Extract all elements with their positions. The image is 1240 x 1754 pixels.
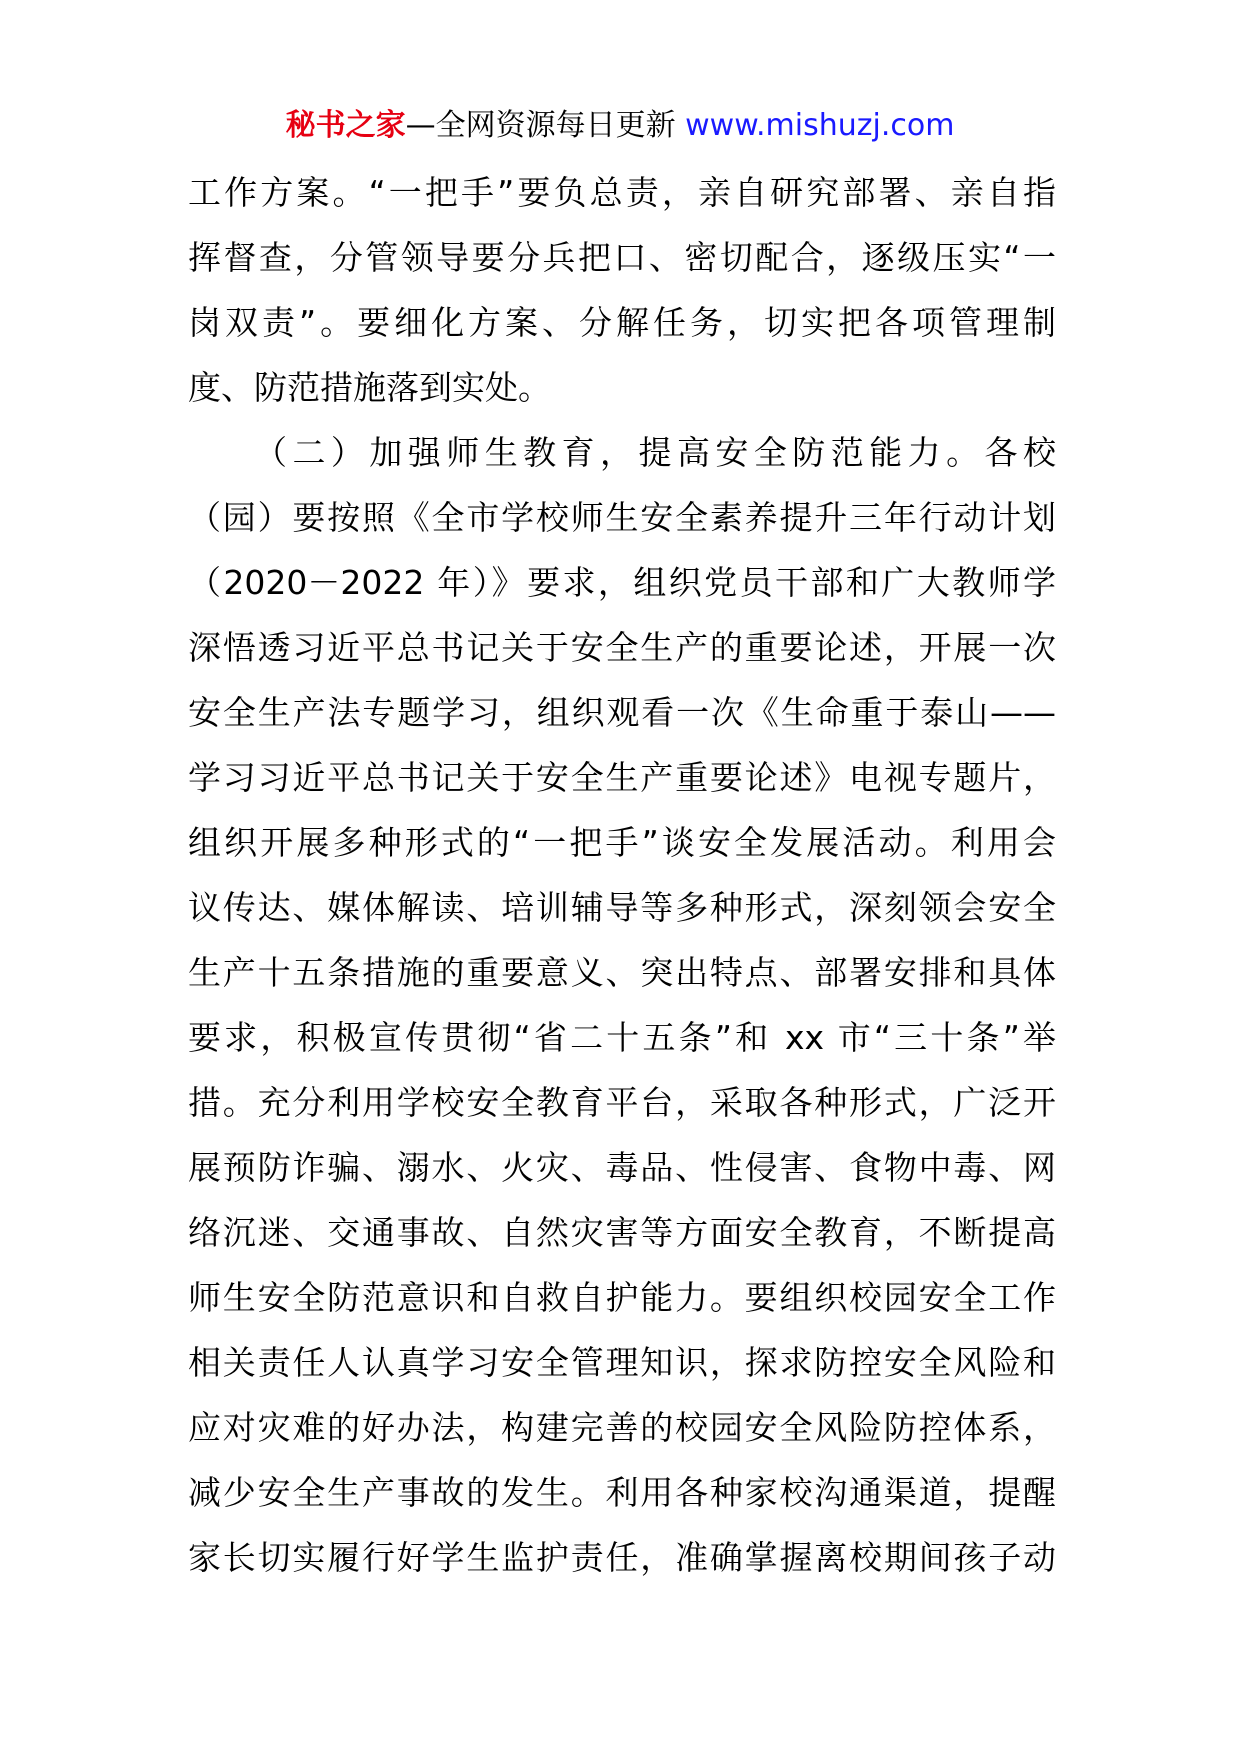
document-body (188, 160, 1056, 1590)
text-line: 展预防诈骗、溺水、火灾、毒品、性侵害、食物中毒、网 (188, 1148, 1056, 1187)
text-line: （2020－2022 年）》要求，组织党员干部和广大教师学 (188, 563, 1056, 602)
text-line: 学习习近平总书记关于安全生产重要论述》电视专题片， (188, 758, 1056, 797)
text-line: 组织开展多种形式的“一把手”谈安全发展活动。利用会 (188, 823, 1056, 862)
text-line: 减少安全生产事故的发生。利用各种家校沟通渠道，提醒 (188, 1473, 1056, 1512)
text-line: 工作方案。“一把手”要负总责，亲自研究部署、亲自指 (188, 173, 1056, 212)
text-line: 措。充分利用学校安全教育平台，采取各种形式，广泛开 (188, 1083, 1056, 1122)
text-line: 岗双责”。要细化方案、分解任务，切实把各项管理制 (188, 303, 1056, 342)
text-line: 应对灾难的好办法，构建完善的校园安全风险防控体系， (188, 1408, 1056, 1447)
text-line: 议传达、媒体解读、培训辅导等多种形式，深刻领会安全 (188, 888, 1056, 927)
header-url-link[interactable]: www.mishuzj.com (685, 108, 955, 143)
text-line: 师生安全防范意识和自救自护能力。要组织校园安全工作 (188, 1278, 1056, 1317)
text-line: 络沉迷、交通事故、自然灾害等方面安全教育，不断提高 (188, 1213, 1056, 1252)
text-line: 度、防范措施落到实处。 (188, 368, 551, 407)
header-tagline: —全网资源每日更新 (405, 108, 676, 143)
text-line: 深悟透习近平总书记关于安全生产的重要论述，开展一次 (188, 628, 1056, 667)
text-line: 生产十五条措施的重要意义、突出特点、部署安排和具体 (188, 953, 1056, 992)
text-line: 家长切实履行好学生监护责任，准确掌握离校期间孩子动 (188, 1538, 1056, 1577)
text-line: （园）要按照《全市学校师生安全素养提升三年行动计划 (188, 498, 1056, 537)
section-heading-line: （二）加强师生教育，提高安全防范能力。各校 (254, 433, 1056, 472)
text-line: 要求，积极宣传贯彻“省二十五条”和 xx 市“三十条”举 (188, 1018, 1056, 1057)
text-line: 挥督查，分管领导要分兵把口、密切配合，逐级压实“一 (188, 238, 1056, 277)
page-header (0, 104, 1240, 148)
text-line: 相关责任人认真学习安全管理知识，探求防控安全风险和 (188, 1343, 1056, 1382)
header-brand: 秘书之家 (285, 108, 406, 143)
text-line: 安全生产法专题学习，组织观看一次《生命重于泰山—— (188, 693, 1056, 732)
